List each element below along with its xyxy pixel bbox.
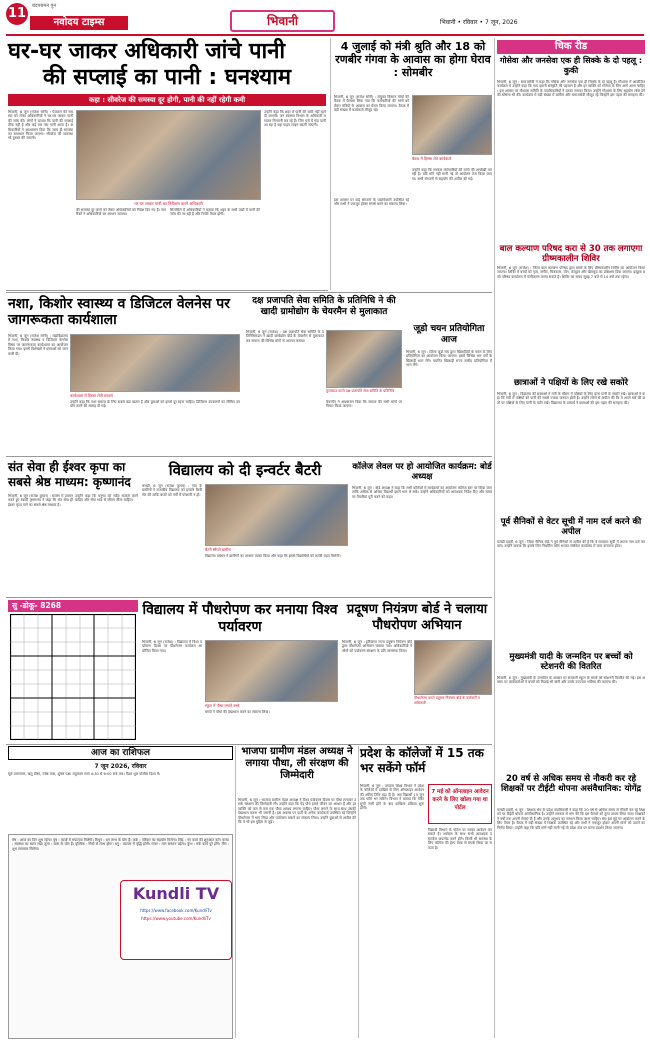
daksh-caption: मुलाकात करते दक्ष प्रजापति सेवा समिति के प्रतिनिधि (326, 389, 395, 393)
ad-brand: Kundli TV (132, 884, 220, 903)
daksh-headline: दक्ष प्रजापति सेवा समिति के प्रतिनिधि ने की खादी ग्रामोद्योग के चेयरमैन से मुलाकात (252, 296, 396, 317)
minister-photo (412, 95, 492, 155)
pollution-caption: पौधारोपण करते प्रदूषण नियंत्रण बोर्ड के कर्मचारी व अधिकारी (414, 696, 480, 705)
colleges-form-body: भिवानी, 6 जून : उच्चतर शिक्षा विभाग ने प्रदेश के कॉलेजों में दाखिले के लिए ऑनलाइन आवेदन की अंतिम तिथि बढ़ा दी है। अब विद्यार्थी 15 जून तक फॉर्म भर सकेंगे। विभाग ने बताया कि मेरिट सूची जारी होने के बाद दाखिला प्रक्रिया शुरू होगी। (360, 784, 424, 811)
school-tree-photo (205, 640, 338, 702)
inverter-body: चरखी, 6 जून (राजेश कुमार) : गांव के ग्रामीणों ने राजकीय विद्यालय को इन्वर्टर बैटरी भेंट की ताकि बच्चों को गर्मी में परेशानी न हो। (142, 484, 202, 497)
colleges-form-pullquote: 7 मई को ऑनलाइन आवेदन करने के लिए खोला गया था पोर्टल (428, 784, 492, 824)
column-divider (330, 38, 331, 290)
sudoku-grid (10, 614, 136, 740)
top-rule (6, 34, 644, 36)
horoscope-date: 7 जून 2026, रविवार (94, 763, 147, 770)
school-tree-headline: विद्यालय में पौधरोपण कर मनाया विश्व पर्यावरण (142, 602, 338, 635)
school-tree-body-2: बच्चों ने पौधों की देखभाल करने का संकल्प लिया। (205, 710, 270, 714)
dateline: भिवानी • रविवार • 7 जून, 2026 (440, 19, 518, 26)
lead-body-col3: उन्होंने कहा कि शहर में पानी की कमी नहीं रहने दी जाएगी। जन स्वास्थ्य विभाग के अधिकारी लगातार निगरानी कर रहे हैं। जिन घरों में गंदा पानी आ रहा है वहां पाइप लाइन बदली जाएगी। (264, 110, 326, 128)
edition-tab: भिवानी (230, 10, 335, 32)
nasha-body: भिवानी, 6 जून (राजेश सोनी) : महाविद्यालय में नशा, किशोर स्वास्थ्य व डिजिटल वेलनेस विषय पर जागरूकता कार्यशाला का आयोजन किया गया। इसमें विशेषज्ञों ने छात्राओं को जानकारी दी। (8, 334, 68, 356)
students-body: भिवानी, 6 जून : विद्यालय की छात्राओं ने गर्मी के मौसम में पक्षियों के लिए दाना पानी के सकोरे रखे। छात्राओं ने कहा कि गर्मी में पक्षियों को पानी की सबसे ज्यादा जरूरत होती है। उन्होंने लोगों से अपील की कि वे अपने घरों की छतों पर पक्षियों के लिए पानी के बर्तन रखें। विद्यालय के प्राचार्य ने छात्राओं की इस पहल की सराहना की। (497, 392, 645, 405)
horoscope-title: आज का राशिफल (8, 746, 233, 760)
nasha-body-2: उन्होंने कहा कि नशा समाज के लिए सबसे बड़ा खतरा है और युवाओं को इससे दूर रहना चाहिए। डिजिटल उपकरणों का सीमित उपयोग करने की सलाह दी गई। (70, 400, 240, 409)
cheque-raid-headline: गोसेवा और जनसेवा एक ही सिक्के के दो पहलू : कुकी (499, 56, 643, 75)
nasha-photo (70, 334, 240, 392)
camp-headline: बाल कल्याण परिषद करा से 30 तक लगाएगा ग्रीष्मकालीन शिविर (499, 244, 643, 264)
veterans-headline: पूर्व सैनिकों से वेटर सूची में नाम दर्ज करने की अपील (500, 517, 642, 537)
lead-body-col2b: सिलसिले में अधिकारियों ने बताया कि शहर के सभी वार्डों में पानी की जांच की जा रही है और रिपोर्ट तैयार होगी। (170, 208, 260, 217)
school-tree-body: भिवानी, 6 जून (राजेश) : विद्यालय में विश्व पर्यावरण दिवस पर पौधरोपण कार्यक्रम आयोजित किया गया। (142, 640, 202, 653)
judo-body: भिवानी, 6 जून : जिला जूडो संघ द्वारा खिलाड़ियों के चयन के लिए प्रतियोगिता का आयोजन किया जाएगा। इसमें विभिन्न भार वर्गों के खिलाड़ी भाग लेंगे। चयनित खिलाड़ी राज्य स्तरीय प्रतियोगिता में भाग लेंगे। (406, 350, 492, 368)
camp-body: भिवानी, 6 जून (राजेश) : जिला बाल कल्याण परिषद द्वारा बच्चों के लिए ग्रीष्मकालीन शिविर का आयोजन किया जाएगा। शिविर में बच्चों को नृत्य, संगीत, चित्रकला, योग, कंप्यूटर और खेलकूद का प्रशिक्षण दिया जाएगा। इच्छुक बच्चे परिषद कार्यालय में पंजीकरण करवा सकते हैं। शिविर का समय सुबह 7 बजे से 10 बजे तक रहेगा। (497, 266, 645, 279)
inverter-dateline: चरखी, 6 जून (राजेश कुमार) : (142, 484, 190, 488)
bjp-headline: भाजपा ग्रामीण मंडल अध्यक्ष ने लगाया पौधा, ली संरक्षण की जिम्मेदारी (241, 746, 353, 781)
college-headline: कॉलेज लेवल पर हो आयोजित कार्यक्रम: बोर्ड अध्यक्ष (352, 462, 492, 482)
veterans-body: चरखी दादरी, 6 जून : जिला सैनिक बोर्ड ने पूर्व सैनिकों से अपील की है कि वे मतदाता सूची में अपना नाम दर्ज करवाएं। उन्होंने बताया कि इसके लिए निर्धारित फॉर्म भरकर संबंधित कार्यालय में जमा करवाना होगा। (497, 540, 645, 549)
santseva-body-2: उन्होंने कहा कि मनुष्य को सदैव सत्कर्म करने चाहिए और सेवा भाव से जीवन जीना चाहिए। (75, 494, 138, 503)
colleges-form-headline: प्रदेश के कॉलेजों में 15 तक भर सकेंगे फॉर्म (360, 746, 484, 775)
divider (6, 292, 492, 293)
inverter-body-2: विद्यालय प्रबंधन ने ग्रामीणों का आभार व्यक्त किया और कहा कि इससे विद्यार्थियों को काफी राहत मिलेगी। (205, 554, 341, 558)
divider (6, 744, 492, 745)
colleges-form-body-2: विद्यार्थी विभाग के पोर्टल पर जाकर आवेदन कर सकते हैं। आवेदन के साथ सभी आवश्यक दस्तावेज अपलोड करने होंगे। किसी भी समस्या के लिए कॉलेज की हेल्प डेस्क से संपर्क किया जा सकता है। (428, 828, 492, 850)
minister-headline: 4 जुलाई को मंत्री श्रुति और 18 को रणबीर गंगवा के आवास का होगा घेराव : सोमबीर (335, 40, 491, 79)
cheque-raid-tag: चिक रीड (497, 40, 645, 54)
school-tree-dateline: भिवानी, 6 जून (राजेश) : (142, 640, 176, 644)
inverter-caption: बैटरी सौंपते ग्रामीण (205, 547, 232, 552)
students-headline: छात्राओं ने पक्षियों के लिए रखे सकोरे (513, 378, 629, 388)
page-number: 11 (6, 3, 28, 25)
sudoku-label: सु -डोकू- 8268 (8, 600, 138, 612)
minister-body-3: इस अवसर पर कई संगठनों के पदाधिकारी उपस्थित रहे और सभी ने एकजुट होकर संघर्ष करने का संकल्प लिया। (334, 198, 409, 207)
lead-body-col2a: की समस्या दूर करने को लेकर अधिकारियों को निर्देश दिए गए हैं। नागरिकों ने अधिकारियों का आभार जताया। (76, 208, 166, 217)
bjp-body: भिवानी, 6 जून : भाजपा ग्रामीण मंडल अध्यक्ष ने विश्व पर्यावरण दिवस पर पौधा लगाकर उसके संरक्षण की जिम्मेदारी ली। उन्होंने कहा कि पेड़ पौधे हमारे जीवन का आधार हैं और हर व्यक्ति को कम से कम एक पौधा अवश्य लगाना चाहिए। पौधा लगाने के साथ-साथ उसकी देखभाल करना भी जरूरी है। इस अवसर पर पार्टी के अनेक कार्यकर्ता उपस्थित रहे जिन्होंने पौधरोपण में भाग लिया और पर्यावरण बचाने का संकल्प लिया। उन्होंने युवाओं से अपील की कि वे भी इस मुहिम से जुड़ें। (238, 798, 356, 825)
judo-dateline: भिवानी, 6 जून : (406, 350, 429, 354)
santseva-dateline: भिवानी, 6 जून (राजेश कुमार) : (8, 494, 51, 498)
daksh-body-2: चेयरमैन ने आश्वासन दिया कि समाज की सभी मांगों पर विचार किया जाएगा। (326, 400, 402, 409)
lead-body-col1: भिवानी, 6 जून (राजेश सोनी) : पेयजल की समस्या को लेकर अधिकारियों ने घर-घर जाकर पानी की जांच की। लोगों ने बताया कि पानी की सप्लाई ठीक नहीं है और कई बार गंदा पानी आता है। अधिकारियों ने आश्वासन दिया कि जल्द ही समस्या का समाधान किया जाएगा। सीवरेज की व्यवस्था भी दुरुस्त की जाएगी। (8, 110, 73, 141)
minister-dateline: भिवानी, 6 जून (राजेश सोनी) : (334, 95, 377, 99)
school-tree-caption: स्कूल में पौधा लगाते बच्चे (205, 703, 240, 708)
cm-birthday-headline: मुख्यमंत्री यादी के जन्मदिन पर बच्चों को स्टेशनरी की वितरित (509, 652, 633, 672)
column-divider (494, 38, 495, 1038)
nasha-dateline: भिवानी, 6 जून (राजेश सोनी) : (8, 334, 51, 338)
pollution-body: भिवानी, 6 जून : हरियाणा राज्य प्रदूषण नियंत्रण बोर्ड द्वारा पौधरोपण अभियान चलाया गया। अधिकारियों ने लोगों को पर्यावरण संरक्षण के प्रति जागरूक किया। (342, 640, 412, 653)
nasha-headline: नशा, किशोर स्वास्थ्य व डिजिटल वेलनेस पर जागरूकता कार्यशाला (8, 296, 230, 328)
teachers-headline: 20 वर्ष से अधिक समय से नौकरी कर रहे शिक्षकों पर टीईटी थोपना असंवैधानिक: योगेंद्र (500, 774, 642, 794)
daksh-body: भिवानी, 6 जून (राजेश) : दक्ष प्रजापति सेवा समिति के प्रतिनिधिमंडल ने खादी ग्रामोद्योग बोर्ड के चेयरमैन से मुलाकात कर समाज की विभिन्न मांगों से अवगत कराया। (246, 330, 324, 343)
santseva-headline: संत सेवा ही ईश्वर कृपा का सबसे श्रेष्ठ माध्यम: कृष्णानंद (8, 460, 131, 489)
divider (6, 597, 492, 598)
lead-photo (76, 110, 261, 200)
column-divider (358, 746, 359, 1038)
column-divider (235, 746, 236, 1038)
brand-logo: नवोदय टाइम्स (30, 16, 128, 30)
inverter-headline: विद्यालय को दी इन्वर्टर बैटरी (168, 461, 322, 479)
camp-dateline: भिवानी, 6 जून (राजेश) : (497, 266, 532, 270)
cm-birthday-body: भिवानी, 6 जून : मुख्यमंत्री के जन्मदिन के अवसर पर सरकारी स्कूल के बच्चों को स्टेशनरी वितरित की गई। इस अवसर पर कार्यकर्ताओं ने बच्चों को मिठाई भी बांटी और उनके उज्ज्वल भविष्य की कामना की। (497, 676, 645, 685)
teachers-body: चरखी दादरी, 6 जून : शिक्षक संघ के प्रदेश पदाधिकारी ने कहा कि 20 वर्ष से अधिक समय से नौकरी कर रहे शिक्षकों पर टीईटी थोपना असंवैधानिक है। उन्होंने सरकार से मांग की कि इस फैसले को तुरंत वापस लिया जाए। शिक्षकों ने वर्षों तक अपनी सेवाएं दी हैं और उनके अनुभव का सम्मान किया जाना चाहिए। संघ इस मुद्दे पर आंदोलन करने के लिए तैयार है। बैठक में बड़ी संख्या में शिक्षक उपस्थित रहे और सभी ने एकजुट होकर अपनी मांगों को उठाने का निर्णय लिया। उन्होंने कहा कि यदि मांगें नहीं मानी गईं तो प्रदेश स्तर पर धरना प्रदर्शन किया जाएगा। (497, 808, 645, 830)
judo-headline: जूडो चयन प्रतियोगिता आज (413, 324, 485, 345)
minister-body: भिवानी, 6 जून (राजेश सोनी) : संयुक्त किसान मोर्चा की बैठक में फैसला लिया गया कि कर्मचारियों की मांगों को लेकर मंत्रियों के आवास का घेराव किया जाएगा। बैठक में बड़ी संख्या में कार्यकर्ता मौजूद रहे। (334, 95, 409, 113)
ad-url-youtube[interactable]: https://www.youtube.com/KundliTv (141, 916, 211, 921)
small-label: बंदपबमन पुन (32, 3, 57, 9)
divider (6, 290, 328, 291)
lead-dateline: भिवानी, 6 जून (राजेश सोनी) : (8, 110, 51, 114)
minister-body-2: उन्होंने कहा कि सरकार कर्मचारियों की मांगों की अनदेखी कर रही है। यदि मांगें नहीं मानी गई तो आंदोलन तेज किया जाएगा। सभी संगठनों से सहयोग की अपील की गई। (412, 168, 492, 181)
lead-caption: घर घर जाकर पानी का निरीक्षण करते अधिकारी (134, 201, 203, 206)
college-body: भिवानी, 6 जून : बोर्ड अध्यक्ष ने कहा कि सभी कॉलेजों में कार्यक्रमों का आयोजन कॉलेज स्तर पर किया जाए ताकि अधिक से अधिक विद्यार्थी इसमें भाग ले सकें। उन्होंने अधिकारियों को आवश्यक निर्देश दिए और समय पर तैयारियां पूरी करने को कहा। (352, 486, 492, 499)
divider (6, 456, 492, 457)
daksh-dateline: भिवानी, 6 जून (राजेश) : (246, 330, 282, 334)
lead-headline-2: की सप्लाई का पानी : घनश्याम (42, 65, 292, 90)
lead-headline-1: घर-घर जाकर अधिकारी जांचे पानी (8, 39, 286, 64)
santseva-body: भिवानी, 6 जून (राजेश कुमार) : सत्संग में प्रवचन करते हुए स्वामी कृष्णानंद ने कहा कि संत सेवा ही ईश्वर कृपा पाने का सबसे श्रेष्ठ माध्यम है। (8, 494, 73, 507)
cheque-raid-body: भिवानी, 6 जून : समाजसेवी ने कहा कि गोसेवा और जनसेवा एक ही सिक्के के दो पहलू हैं। गौशाला में आयोजित कार्यक्रम में उन्होंने कहा कि गाय हमारी संस्कृति की पहचान है और हर व्यक्ति को गोसेवा के लिए आगे आना चाहिए। इस अवसर पर गौशाला समिति के पदाधिकारियों ने उनका स्वागत किया। उन्होंने गौशाला के लिए सहयोग राशि देने की घोषणा भी की। कार्यक्रम में बड़ी संख्या में ग्रामीण और समाजसेवी मौजूद रहे जिन्होंने इस पहल की सराहना की। (497, 80, 645, 98)
ad-url-facebook[interactable]: https://www.facebook.com/KundliTv (140, 908, 212, 913)
horoscope-body: मेष : आज का दिन शुभ रहेगा। वृष : कार्यों में सफलता मिलेगी। मिथुन : धन लाभ के योग हैं। कर्क : परिवार का सहयोग मिलेगा। सिंह : नए कार्य की शुरुआत करें। कन्या : स्वास्थ्य का ध्यान रखें। तुला : यात्रा के योग हैं। वृश्चिक : मित्रों से लाभ होगा। धनु : व्यापार में वृद्धि होगी। मकर : मान सम्मान बढ़ेगा। कुंभ : रुके कार्य पूरे होंगे। मीन : शुभ समाचार मिलेगा। (12, 838, 229, 851)
pollution-photo (414, 640, 492, 695)
inverter-photo (205, 484, 348, 546)
nasha-caption: कार्यशाला में हिस्सा लेती छात्राएं (70, 393, 113, 398)
lead-kicker: कहा : सीवरेज की समस्या दूर होगी, पानी की नहीं रहेगी कमी (8, 94, 326, 106)
minister-caption: बैठक में हिस्सा लेते कार्यकर्ता (412, 156, 452, 161)
horoscope-panchang: सूर्य उत्तरायण, ऋतु ग्रीष्म, ज्येष्ठ मास, शुक्ल पक्ष। राहुकाल सायं 4:30 से 6:00 बजे तक। दिशा शूल पश्चिम दिशा में। (8, 772, 161, 776)
pollution-headline: प्रदूषण नियंत्रण बोर्ड ने चलाया पौधरोपण अभियान (346, 602, 488, 633)
daksh-photo (326, 330, 402, 388)
